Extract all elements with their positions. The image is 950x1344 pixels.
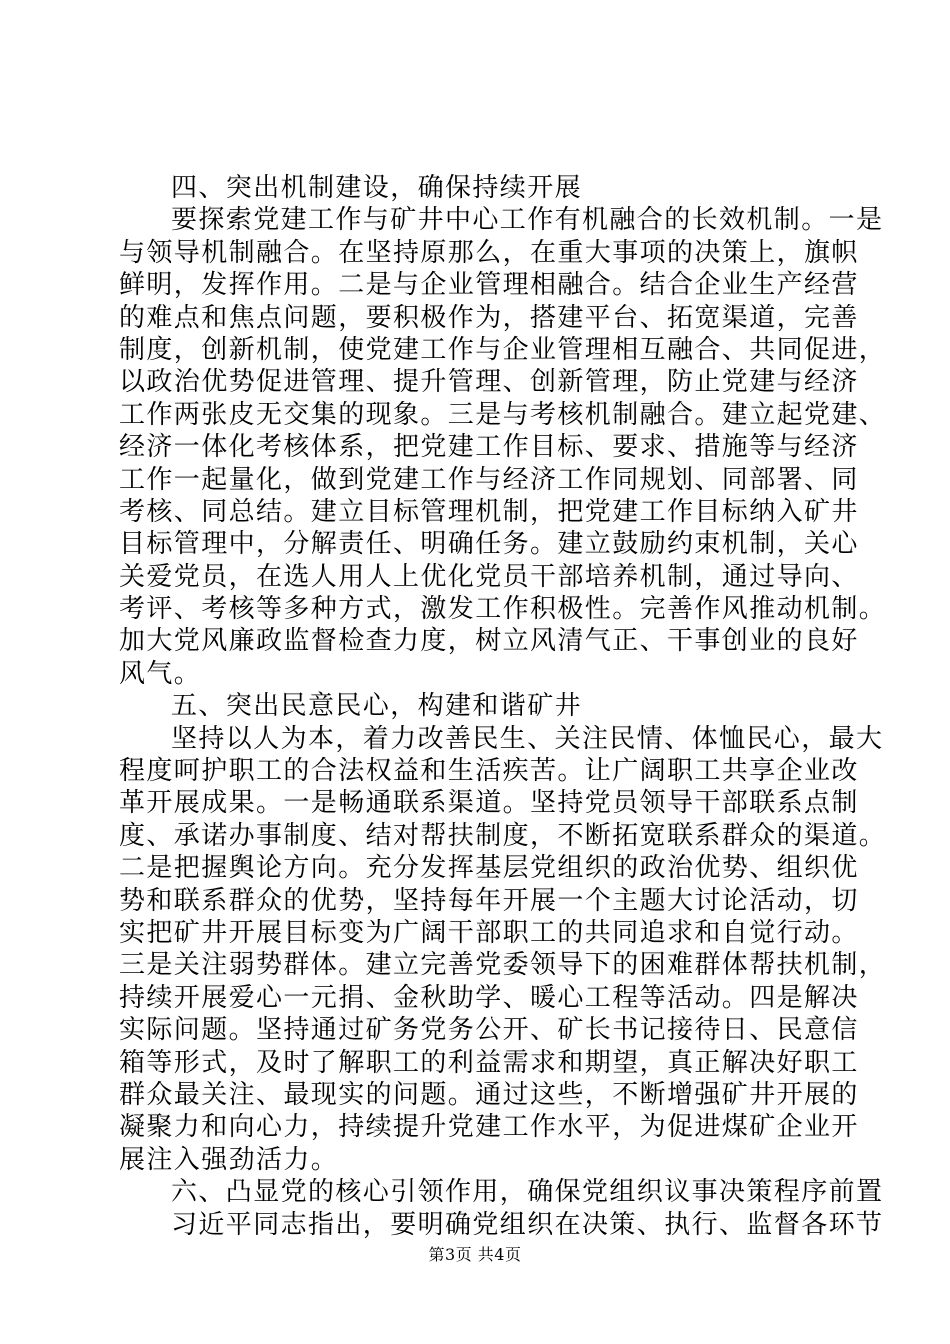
paragraph-line: 二是把握舆论方向。充分发挥基层党组织的政治优势、组织优: [119, 853, 859, 884]
paragraph-line: 实把矿井开展目标变为广阔干部职工的共同追求和自觉行动。: [119, 917, 859, 948]
paragraph-line: 以政治优势促进管理、提升管理、创新管理，防止党建与经济: [119, 367, 859, 398]
paragraph-line: 势和联系群众的优势，坚持每年开展一个主题大讨论活动，切: [119, 885, 859, 916]
paragraph-line: 目标管理中，分解责任、明确任务。建立鼓励约束机制，关心: [119, 529, 859, 560]
paragraph-line: 制度，创新机制，使党建工作与企业管理相互融合、共同促进，: [119, 334, 887, 365]
paragraph-line: 与领导机制融合。在坚持原那么，在重大事项的决策上，旗帜: [119, 237, 859, 268]
paragraph-line: 凝聚力和向心力，持续提升党建工作水平，为促进煤矿企业开: [119, 1112, 859, 1143]
paragraph-line: 坚持以人为本，着力改善民生、关注民情、体恤民心，最大: [171, 723, 884, 754]
paragraph-line: 要探索党建工作与矿井中心工作有机融合的长效机制。一是: [171, 205, 884, 236]
paragraph-line: 考评、考核等多种方式，激发工作积极性。完善作风推动机制。: [119, 594, 887, 625]
document-body: [119, 172, 887, 1241]
paragraph-line: 群众最关注、最现实的问题。通过这些，不断增强矿井开展的: [119, 1079, 859, 1110]
paragraph-line: 鲜明，发挥作用。二是与企业管理相融合。结合企业生产经营: [119, 270, 859, 301]
paragraph-line: 工作一起量化，做到党建工作与经济工作同规划、同部署、同: [119, 464, 859, 495]
paragraph-line: 持续开展爱心一元捐、金秋助学、暖心工程等活动。四是解决: [119, 982, 859, 1013]
paragraph-line: 程度呵护职工的合法权益和生活疾苦。让广阔职工共享企业改: [119, 756, 859, 787]
section-heading-4: 四、突出机制建设，确保持续开展: [171, 173, 583, 203]
section-heading-5: 五、突出民意民心，构建和谐矿井: [171, 691, 583, 722]
paragraph-line: 三是关注弱势群体。建立完善党委领导下的困难群体帮扶机制，: [119, 950, 887, 981]
paragraph-line: 革开展成果。一是畅通联系渠道。坚持党员领导干部联系点制: [119, 788, 859, 819]
paragraph-line: 经济一体化考核体系，把党建工作目标、要求、措施等与经济: [119, 432, 859, 463]
paragraph-line: 考核、同总结。建立目标管理机制，把党建工作目标纳入矿井: [119, 496, 859, 527]
paragraph-line: 度、承诺办事制度、结对帮扶制度，不断拓宽联系群众的渠道。: [119, 820, 887, 851]
paragraph-line: 展注入强劲活力。: [119, 1144, 339, 1175]
page-number-footer: 第3页 共4页: [428, 1245, 522, 1264]
paragraph-line: 的难点和焦点问题，要积极作为，搭建平台、拓宽渠道，完善: [119, 302, 859, 333]
paragraph-line: 习近平同志指出，要明确党组织在决策、执行、监督各环节: [171, 1209, 884, 1240]
paragraph-line: 工作两张皮无交集的现象。三是与考核机制融合。建立起党建、: [119, 399, 887, 430]
paragraph-line: 箱等形式，及时了解职工的利益需求和期望，真正解决好职工: [119, 1047, 859, 1078]
paragraph-line: 加大党风廉政监督检查力度，树立风清气正、干事创业的良好: [119, 626, 859, 657]
paragraph-line: 实际问题。坚持通过矿务党务公开、矿长书记接待日、民意信: [119, 1015, 859, 1046]
paragraph-line: 风气。: [119, 658, 202, 689]
section-heading-6: 六、凸显党的核心引领作用，确保党组织议事决策程序前置: [171, 1177, 884, 1208]
paragraph-line: 关爱党员，在选人用人上优化党员干部培养机制，通过导向、: [119, 561, 859, 592]
